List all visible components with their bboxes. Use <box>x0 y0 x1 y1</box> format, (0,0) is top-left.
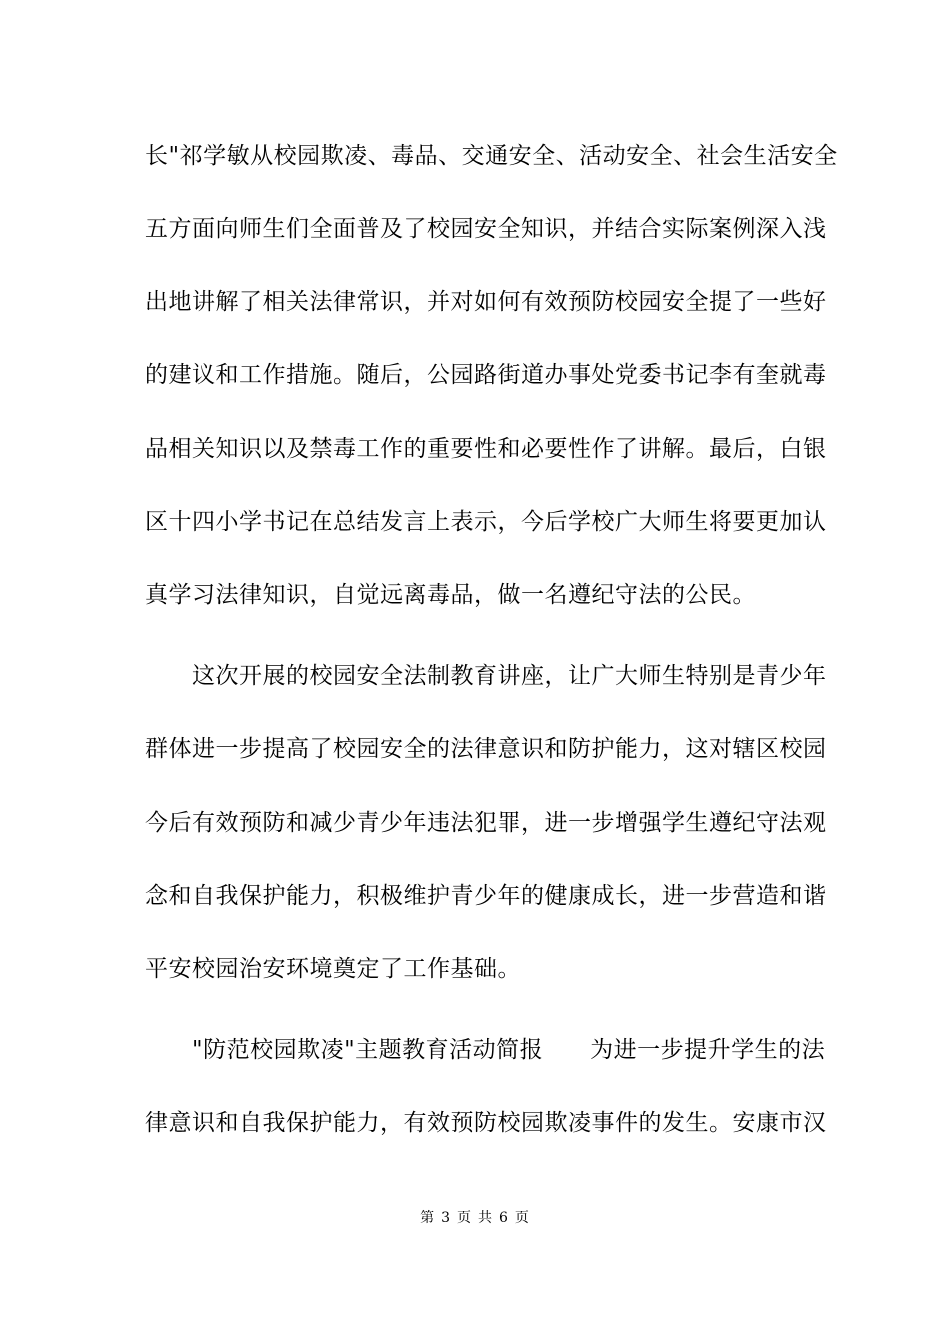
paragraph-line: 品相关知识以及禁毒工作的重要性和必要性作了讲解。最后，白银 <box>145 436 827 462</box>
paragraph-line: 平安校园治安环境奠定了工作基础。 <box>145 956 521 982</box>
paragraph-line: 群体进一步提高了校园安全的法律意识和防护能力，这对辖区校园 <box>145 736 827 762</box>
paragraph-line: 真学习法律知识，自觉远离毒品，做一名遵纪守法的公民。 <box>145 582 756 608</box>
paragraph-line: 今后有效预防和减少青少年违法犯罪，进一步增强学生遵纪守法观 <box>145 810 827 836</box>
paragraph-line: 念和自我保护能力，积极维护青少年的健康成长，进一步营造和谐 <box>145 883 827 909</box>
page-unit: 页 <box>457 1210 472 1226</box>
page-label: 第 <box>420 1210 436 1226</box>
paragraph-line: 区十四小学书记在总结发言上表示，今后学校广大师生将要更加认 <box>145 509 827 535</box>
paragraph-line: 的建议和工作措施。随后，公园路街道办事处党委书记李有奎就毒 <box>145 362 827 388</box>
paragraph-line: 出地讲解了相关法律常识，并对如何有效预防校园安全提了一些好 <box>145 289 827 315</box>
paragraph-line: 长"祁学敏从校园欺凌、毒品、交通安全、活动安全、社会生活安全 <box>145 143 838 169</box>
total-label: 共 <box>478 1210 493 1226</box>
paragraph-line: "防范校园欺凌"主题教育活动简报 为进一步提升学生的法 <box>145 1037 826 1063</box>
paragraph-line: 五方面向师生们全面普及了校园安全知识，并结合实际案例深入浅 <box>145 216 827 242</box>
paragraph-line: 这次开展的校园安全法制教育讲座，让广大师生特别是青少年 <box>145 663 827 689</box>
page-footer <box>0 1208 950 1228</box>
total-pages-number: 6 <box>499 1210 509 1226</box>
paragraph-line: 律意识和自我保护能力，有效预防校园欺凌事件的发生。安康市汉 <box>145 1110 827 1136</box>
total-unit: 页 <box>514 1210 530 1226</box>
current-page-number: 3 <box>441 1210 451 1226</box>
